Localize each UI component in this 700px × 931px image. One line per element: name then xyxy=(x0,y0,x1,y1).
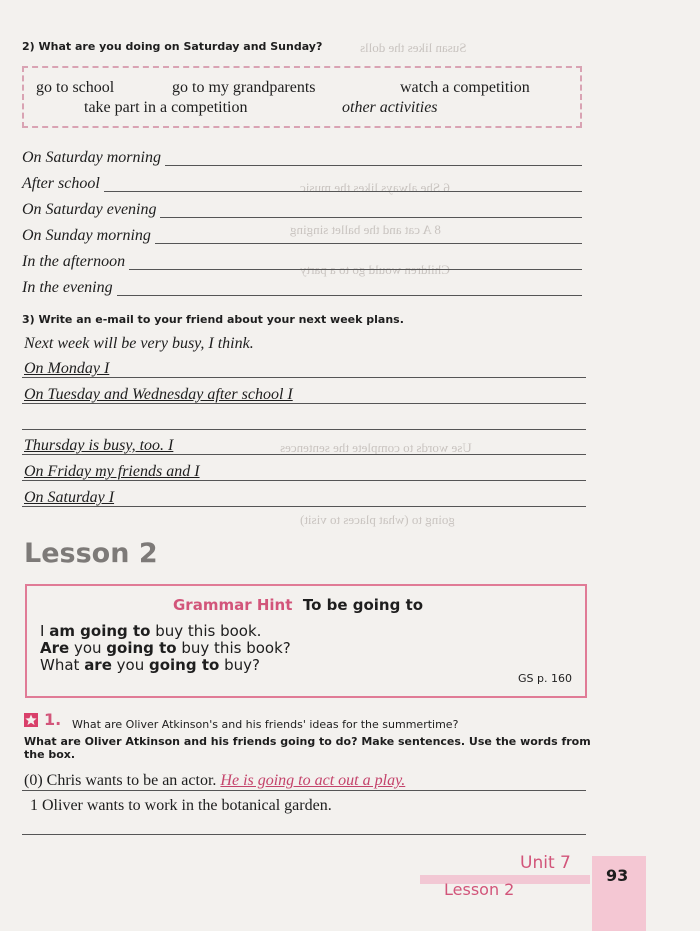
exercise-number: 1. xyxy=(44,710,62,729)
word-box-item: go to my grandparents xyxy=(172,79,316,96)
exercise-instruction: What are Oliver Atkinson and his friends going to do? Make sentences. Use the words from the box. xyxy=(24,735,591,761)
prompt-label: On Saturday evening xyxy=(22,201,160,219)
writing-rule[interactable] xyxy=(22,506,586,507)
word-box-item: other activities xyxy=(342,99,438,116)
exercise-question: What are Oliver Atkinson's and his friends' ideas for the summertime? xyxy=(72,718,459,731)
footer-unit: Unit 7 xyxy=(520,853,571,873)
example-sentence: Are you going to buy this book? xyxy=(40,639,291,657)
writing-rule[interactable] xyxy=(22,790,586,791)
writing-rule[interactable] xyxy=(22,377,586,378)
grammar-hint-label: Grammar Hint xyxy=(173,596,293,614)
email-line: On Friday my friends and I xyxy=(24,463,200,480)
answer-line[interactable] xyxy=(22,148,582,170)
example-sentence: I am going to buy this book. xyxy=(40,622,262,640)
grammar-hint-topic: To be going to xyxy=(302,596,424,614)
answer-line[interactable] xyxy=(22,200,582,222)
prompt-label: After school xyxy=(22,175,104,193)
grammar-hint-box xyxy=(25,584,587,698)
show-through-text: going to (what places to visit) xyxy=(300,512,455,527)
example-item: (0) Chris wants to be an actor. He is going to act out a play. xyxy=(24,772,406,789)
writing-rule[interactable] xyxy=(22,429,586,430)
show-through-text: Susan likes the dolls xyxy=(360,40,467,55)
writing-rule[interactable] xyxy=(22,403,586,404)
writing-rule[interactable] xyxy=(22,480,586,481)
show-through-text: 6 She always likes the music xyxy=(300,180,450,195)
example-sentence: What are you going to buy? xyxy=(40,656,260,674)
page-number-tab xyxy=(592,856,646,931)
writing-rule[interactable] xyxy=(22,834,586,835)
grammar-hint-title xyxy=(173,596,423,614)
prompt-label: On Saturday morning xyxy=(22,149,165,167)
example-answer: He is going to act out a play. xyxy=(220,772,406,789)
page-number: 93 xyxy=(606,866,629,885)
answer-line[interactable] xyxy=(22,252,582,274)
word-box-item: go to school xyxy=(36,79,115,96)
footer-lesson: Lesson 2 xyxy=(444,880,515,899)
word-box-item: take part in a competition xyxy=(84,99,248,116)
writing-rule[interactable] xyxy=(22,454,586,455)
word-box xyxy=(22,66,582,128)
show-through-text: Use words to complete the sentences xyxy=(280,440,472,455)
grammar-reference: GS p. 160 xyxy=(518,672,572,685)
email-line: On Saturday I xyxy=(24,489,115,506)
email-line: On Monday I xyxy=(24,360,110,377)
lesson-heading: Lesson 2 xyxy=(24,538,158,569)
email-line: On Tuesday and Wednesday after school I xyxy=(24,386,293,403)
prompt-label: In the evening xyxy=(22,279,117,297)
prompt-label: On Sunday morning xyxy=(22,227,155,245)
show-through-text: Children would go to a party xyxy=(300,262,450,277)
email-line: Thursday is busy, too. I xyxy=(24,437,174,454)
answer-line[interactable] xyxy=(22,226,582,248)
word-box-item: watch a competition xyxy=(400,79,530,96)
answer-line[interactable] xyxy=(22,174,582,196)
show-through-text: 8 A cat and the ballet singing xyxy=(290,222,441,237)
answer-line[interactable] xyxy=(22,278,582,300)
star-icon xyxy=(24,713,38,727)
exercise-item: 1 Oliver wants to work in the botanical garden. xyxy=(30,797,332,814)
task-3-title: 3) Write an e-mail to your friend about your next week plans. xyxy=(22,313,404,326)
prompt-label: In the afternoon xyxy=(22,253,129,271)
task-2-title: 2) What are you doing on Saturday and Sunday? xyxy=(22,40,323,53)
email-line: Next week will be very busy, I think. xyxy=(24,335,254,352)
